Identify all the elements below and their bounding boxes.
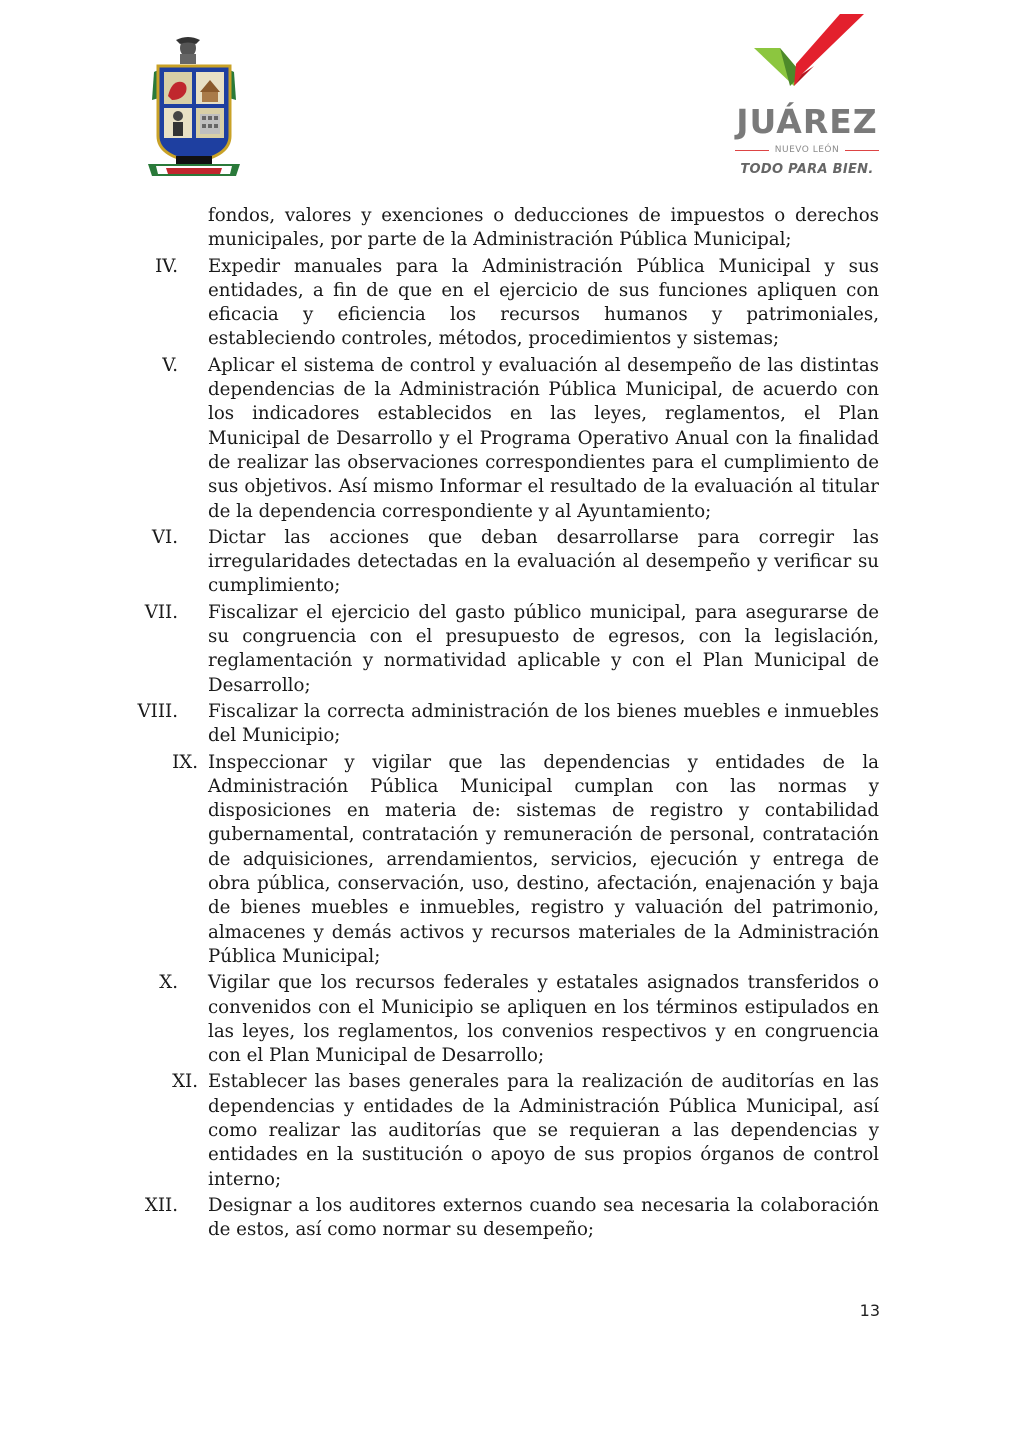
brand-name: JUÁREZ: [736, 102, 878, 141]
item-text: Designar a los auditores externos cuando sea necesaria la colaboración de estos, así como normar su desempeño;: [208, 1194, 879, 1241]
item-text: Inspeccionar y vigilar que las dependencias y entidades de la Administración Pública Municipal cumplan con las normas y disposiciones en materia de: sistemas de registro y contabilidad gubernamental, contratación y remuneración de personal, contratación de adquisiciones, arrendamientos, servicios, ejecución y entrega de obra pública, conservación, uso, destino, afectación, enajenación y baja de bienes muebles e inmuebles, registro y valuación del patrimonio, almacenes y demás activos y recursos materiales de la Administración Pública Municipal;: [208, 751, 879, 967]
list-item: [172, 1070, 879, 1191]
item-numeral: IX.: [172, 751, 198, 773]
item-numeral: IV.: [155, 255, 178, 277]
divider: [845, 150, 879, 151]
item-numeral: XI.: [172, 1071, 198, 1093]
list-item: [172, 751, 879, 970]
item-numeral: VI.: [151, 526, 178, 548]
list-item: [151, 526, 879, 599]
item-text: Expedir manuales para la Administración Pública Municipal y sus entidades, a fin de que en el ejercicio de sus funciones apliquen con eficacia y eficiencia los recursos humanos y patrimoniales, estableciendo controles, métodos, procedimientos y sistemas;: [208, 255, 879, 350]
item-numeral: VII.: [144, 601, 178, 623]
item-numeral: XII.: [144, 1194, 178, 1216]
list-item: [144, 601, 879, 698]
list-item: [162, 354, 879, 524]
item-text: fondos, valores y exenciones o deducciones de impuestos o derechos municipales, por parte de la Administración Pública Municipal;: [208, 205, 879, 251]
item-text: Aplicar el sistema de control y evaluación al desempeño de las distintas dependencias de la Administración Pública Municipal, de acuerdo con los indicadores establecidos en las leyes, reglamentos, el Plan Municipal de Desarrollo y el Programa Operativo Anual con la finalidad de realizar las observaciones correspondientes para el cumplimiento de sus objetivos. Así mismo Informar el resultado de la evaluación al titular de la dependencia correspondiente y al Ayuntamiento;: [208, 354, 879, 522]
list-item: [137, 700, 879, 749]
item-numeral: V.: [162, 354, 178, 376]
juarez-brand-logo: [716, 14, 898, 177]
brand-subtitle-text: NUEVO LEÓN: [774, 145, 840, 155]
item-text: Vigilar que los recursos federales y estatales asignados transferidos o convenidos con el Municipio se apliquen en los términos estipulados en las leyes, los reglamentos, los convenios respectivos y en congruencia con el Plan Municipal de Desarrollo;: [208, 972, 879, 1067]
item-numeral: X.: [159, 972, 178, 994]
item-text: Fiscalizar la correcta administración de los bienes muebles e inmuebles del Municipio;: [208, 700, 879, 747]
check-mark-icon: [754, 14, 864, 86]
brand-subtitle: [716, 145, 898, 155]
brand-slogan: TODO PARA BIEN.: [740, 162, 874, 177]
list-item: [159, 971, 879, 1068]
divider: [735, 150, 769, 151]
list-item: [144, 1194, 879, 1243]
coat-of-arms-logo: [146, 36, 242, 184]
list-item: [208, 204, 879, 253]
item-text: Dictar las acciones que deban desarrollarse para corregir las irregularidades detectadas en la evaluación al desempeño y verificar su cumplimiento;: [208, 526, 879, 597]
item-text: Fiscalizar el ejercicio del gasto público municipal, para asegurarse de su congruencia con el presupuesto de egresos, con la legislación, reglamentación y normatividad aplicable y con el Plan Municipal de Desarrollo;: [208, 601, 879, 696]
list-item: [155, 255, 879, 352]
item-text: Establecer las bases generales para la realización de auditorías en las dependencias y entidades de la Administración Pública Municipal, así como realizar las auditorías que se requieran a las dependencias y entidades en la sustitución o apoyo de sus propios órganos de control interno;: [208, 1071, 879, 1190]
page-number: 13: [859, 1301, 880, 1320]
article-list: [0, 204, 1024, 1244]
item-numeral: VIII.: [137, 700, 178, 722]
